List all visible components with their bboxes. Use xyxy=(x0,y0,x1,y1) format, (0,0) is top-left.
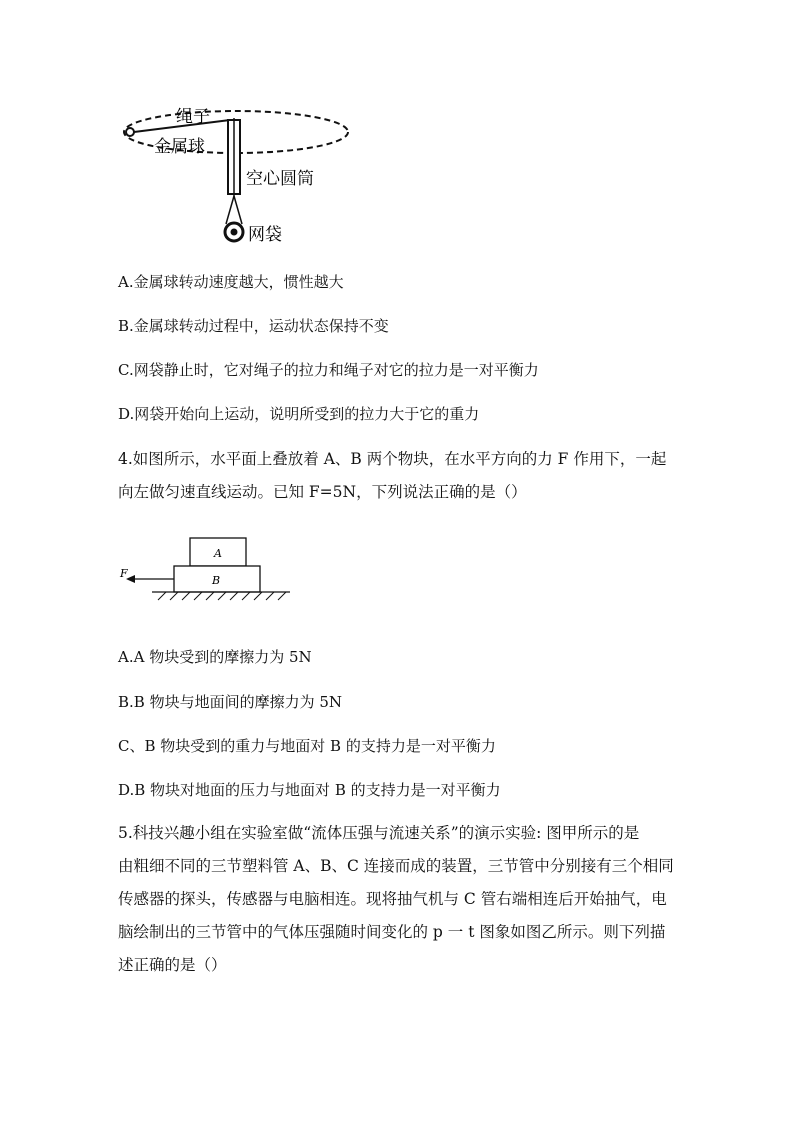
figure-stacked-blocks xyxy=(118,534,298,608)
q3-option-a: A.金属球转动速度越大，惯性越大 xyxy=(118,273,344,291)
q4-option-c: C、B 物块受到的重力与地面对 B 的支持力是一对平衡力 xyxy=(118,737,496,755)
label-block-b: B xyxy=(212,574,221,587)
net-bag-inner xyxy=(231,229,238,236)
q4-option-a: A.A 物块受到的摩擦力为 5N xyxy=(118,648,312,666)
ground-hatching xyxy=(158,592,286,600)
metal-ball xyxy=(126,128,134,136)
q4-option-b: B.B 物块与地面间的摩擦力为 5N xyxy=(118,693,343,711)
label-bag: 网袋 xyxy=(248,225,282,245)
q5-stem xyxy=(118,817,678,982)
q3-option-b: B.金属球转动过程中，运动状态保持不变 xyxy=(118,317,389,335)
figure-rotating-ball xyxy=(118,100,358,250)
label-block-a: A xyxy=(214,547,222,560)
q3-option-c: C.网袋静止时，它对绳子的拉力和绳子对它的拉力是一对平衡力 xyxy=(118,361,539,379)
q5-stem-line-2: 由粗细不同的三节塑料管 A、B、C 连接而成的装置，三节管中分别接有三个相同 xyxy=(118,857,674,875)
q4-stem-line-1: 4.如图所示，水平面上叠放着 A、B 两个物块，在水平方向的力 F 作用下，一起 xyxy=(118,450,667,468)
q4-option-d: D.B 物块对地面的压力与地面对 B 的支持力是一对平衡力 xyxy=(118,781,501,799)
label-force-f: F xyxy=(120,567,128,580)
q5-stem-line-5: 述正确的是（） xyxy=(118,956,227,974)
q4-stem-line-2: 向左做匀速直线运动。已知 F=5N，下列说法正确的是（） xyxy=(118,483,527,501)
label-ball: 金属球 xyxy=(154,137,205,157)
q5-stem-line-1: 5.科技兴趣小组在实验室做“流体压强与流速关系”的演示实验: 图甲所示的是 xyxy=(118,824,640,842)
label-tube: 空心圆筒 xyxy=(246,169,314,189)
q4-stem xyxy=(118,443,678,509)
label-rope: 绳子 xyxy=(176,107,210,127)
bag-string-right xyxy=(234,196,242,224)
q5-stem-line-4: 脑绘制出的三节管中的气体压强随时间变化的 p 一 t 图象如图乙所示。则下列描 xyxy=(118,923,666,941)
bag-string-left xyxy=(226,196,234,224)
q5-stem-line-3: 传感器的探头，传感器与电脑相连。现将抽气机与 C 管右端相连后开始抽气，电 xyxy=(118,890,667,908)
q3-option-d: D.网袋开始向上运动，说明所受到的拉力大于它的重力 xyxy=(118,405,480,423)
